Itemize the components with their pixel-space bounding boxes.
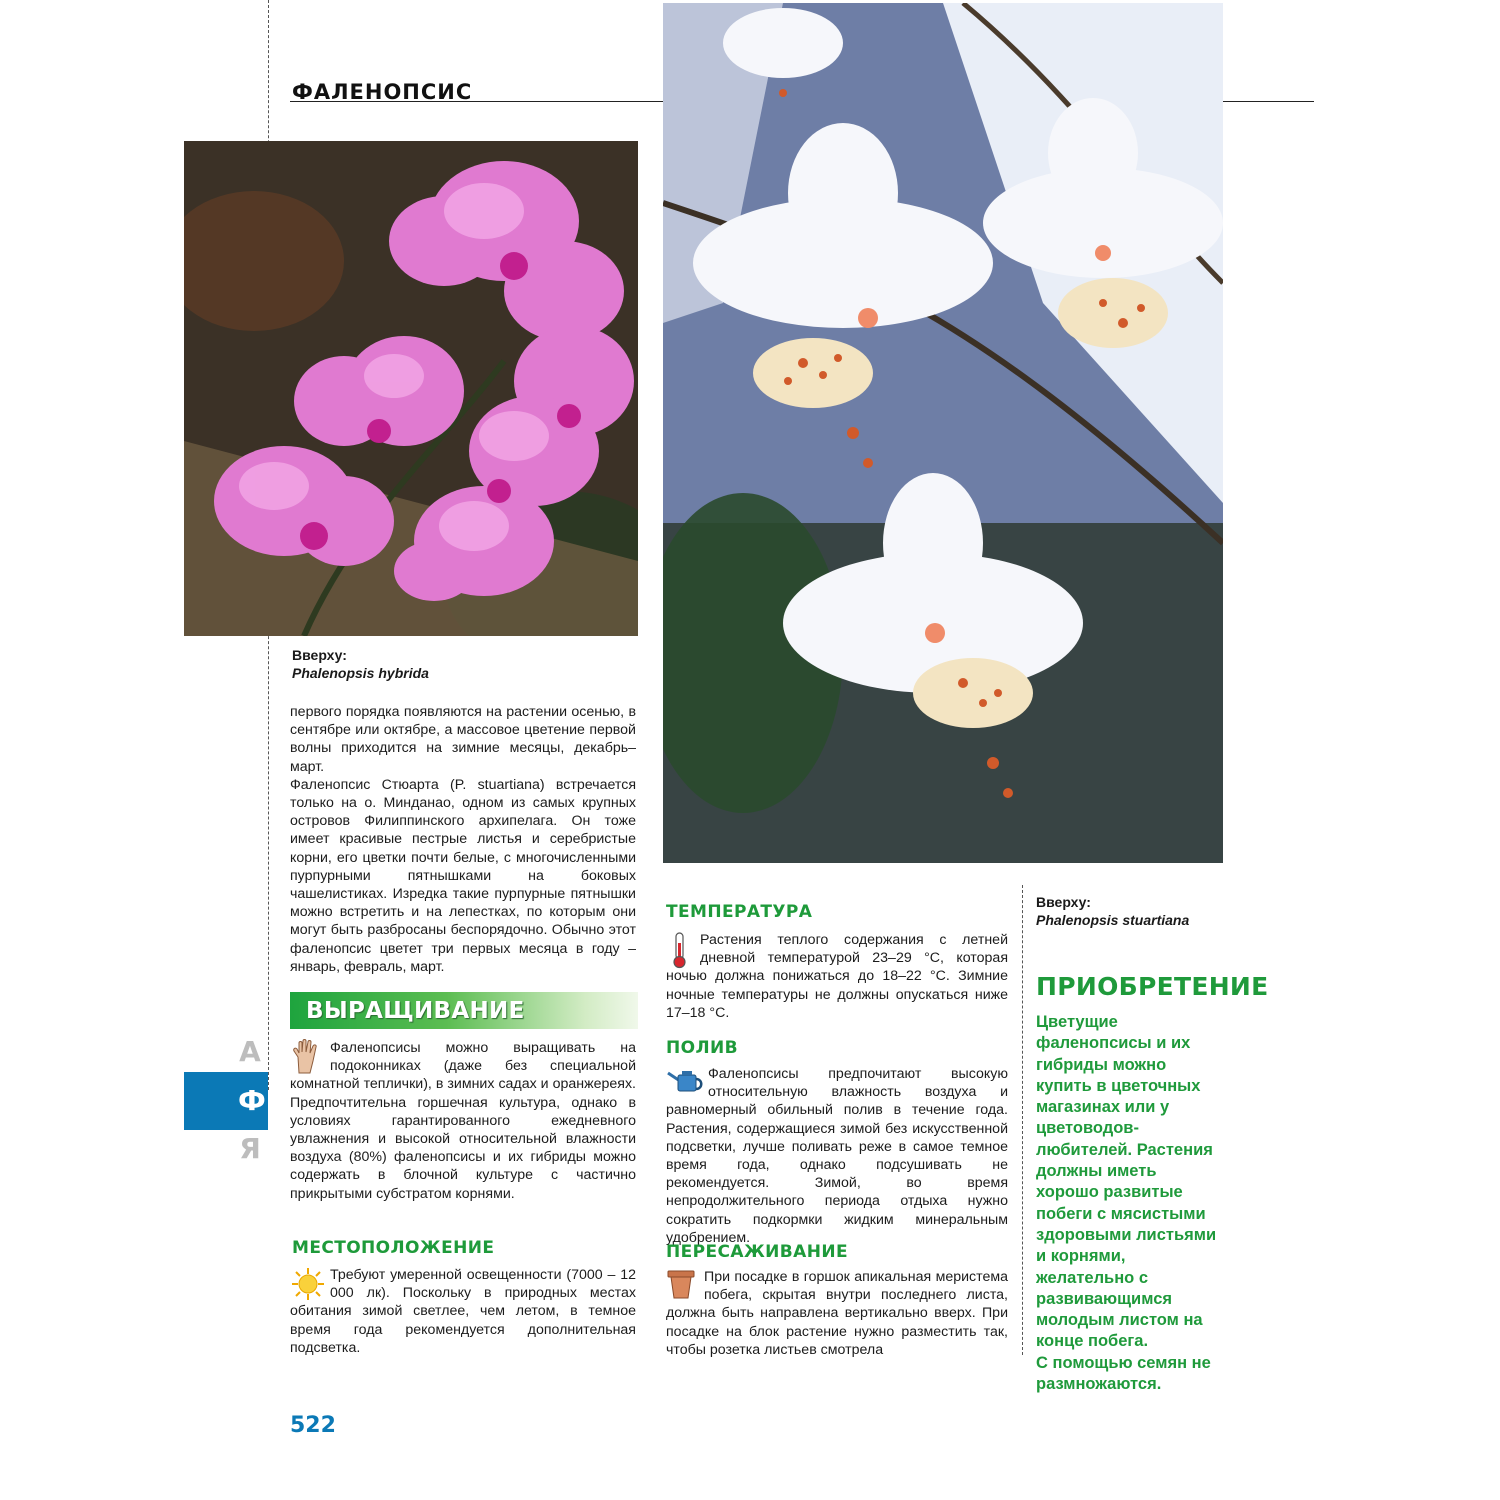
watering-section: [666, 1065, 1008, 1247]
hand-icon: [290, 1039, 326, 1075]
acquisition-heading: ПРИОБРЕТЕНИЕ: [1036, 972, 1269, 1001]
intro-paragraph: первого порядка появляются на растении осенью, в сентябре или октябре, а массовое цветение первой волны приходится на зимние месяцы, декабрь–март.: [290, 704, 636, 775]
alphabet-tab-active[interactable]: [184, 1072, 268, 1130]
alphabet-letter-below[interactable]: Я: [239, 1132, 261, 1165]
caption-right-label: Вверху:: [1036, 894, 1091, 910]
acquisition-text: Цветущие фаленопсисы и их гибриды можно купить в цветочных магазинах или у цветоводов-любителей. Растения должны иметь хорошо развитые побеги с мясистыми здоровыми листьями и корнями, желательно с развивающимся молодым листом на конце побега.: [1036, 1013, 1217, 1351]
header-rule-right: [1223, 101, 1314, 102]
flower-pot-icon: [666, 1268, 700, 1304]
photo-phalaenopsis-stuartiana: [663, 3, 1223, 863]
location-section: [290, 1266, 636, 1357]
temperature-section: [666, 931, 1008, 1022]
page-number: 522: [290, 1413, 336, 1438]
location-text: Требуют умеренной освещенности (7000 – 12 000 лк). Поскольку в природных местах обитания зимой светлее, чем летом, в темное время года рекомендуется дополнительная подсветка.: [290, 1267, 636, 1356]
thermometer-icon: [666, 931, 696, 967]
growing-section: [290, 1039, 636, 1203]
intro-paragraph: Фаленопсис Стюарта (P. stuartiana) встречается только на о. Минданао, одном из самых крупных островов Филиппинского архипелага. Он тоже имеет красивые пестрые листья и серебристые корни, его цветки почти белые, с многочисленными пурпурными пятнышками на боковых чашелистиках. Изредка такие пурпурные пятнышки можно встретить и на лепестках, по которым они могут быть разбросаны беспорядочно. Обычно этот фаленопсис цветет три первых месяца в году – январь, февраль, март.: [290, 776, 636, 975]
caption-right-species: Phalenopsis stuartiana: [1036, 912, 1190, 928]
location-heading: МЕСТОПОЛОЖЕНИЕ: [292, 1238, 495, 1258]
growing-banner: [290, 992, 638, 1029]
watering-text: Фаленопсисы предпочитают высокую относительную влажность воздуха и равномерный обильный полив в течение года. Растения, содержащиеся зимой без искусственной подсветки, лучше поливать реже в самое темное время года, однако подсушивать не рекомендуется. Зимой, во время непродолжительного периода отдыха нужно сократить подкормки жидким минеральным удобрением.: [666, 1066, 1008, 1246]
temperature-text: Растения теплого содержания с летней дневной температурой 23–29 °С, которая ночью должна понижаться до 18–22 °С. Зимние ночные температуры не должны опускаться ниже 17–18 °С.: [666, 932, 1008, 1021]
growing-text: Фаленопсисы можно выращивать на подоконниках (даже без специальной комнатной теплички), в зимних садах и оранжереях. Предпочтительна горшечная культура, однако в условиях гарантированного ежедневного увлажнения и высокой относительной влажности воздуха (80%) фаленопсисы и их гибриды можно содержать в блочной культуре с частично прикрытыми субстратом корнями.: [290, 1040, 636, 1202]
acquisition-section: [1036, 1012, 1222, 1395]
caption-left: [292, 646, 632, 682]
running-head: ФАЛЕНОПСИС: [292, 80, 473, 104]
acquisition-text-2: С помощью семян не размножаются.: [1036, 1353, 1211, 1394]
column-guide-line: [1022, 885, 1023, 1355]
alphabet-letter-above[interactable]: А: [239, 1035, 261, 1068]
repotting-text: При посадке в горшок апикальная меристема побега, скрытая внутри последнего листа, должна быть направлена вертикально вверх. При посадке на блок растение нужно разместить так, чтобы розетка листьев смотрела: [666, 1269, 1008, 1358]
caption-left-label: Вверху:: [292, 647, 347, 663]
repotting-section: [666, 1268, 1008, 1359]
intro-text: [290, 703, 636, 976]
sun-icon: [290, 1266, 326, 1302]
photo-phalaenopsis-hybrida: [184, 141, 638, 636]
watering-heading: ПОЛИВ: [666, 1038, 738, 1058]
growing-banner-title: ВЫРАЩИВАНИЕ: [306, 998, 525, 1024]
header-rule-left: [290, 101, 663, 102]
caption-left-species: Phalenopsis hybrida: [292, 665, 429, 681]
alphabet-letter-active: Ф: [238, 1084, 266, 1117]
repotting-heading: ПЕРЕСАЖИВАНИЕ: [666, 1242, 848, 1262]
temperature-heading: ТЕМПЕРАТУРА: [666, 902, 813, 922]
caption-right: [1036, 893, 1256, 929]
watering-can-icon: [666, 1065, 704, 1095]
